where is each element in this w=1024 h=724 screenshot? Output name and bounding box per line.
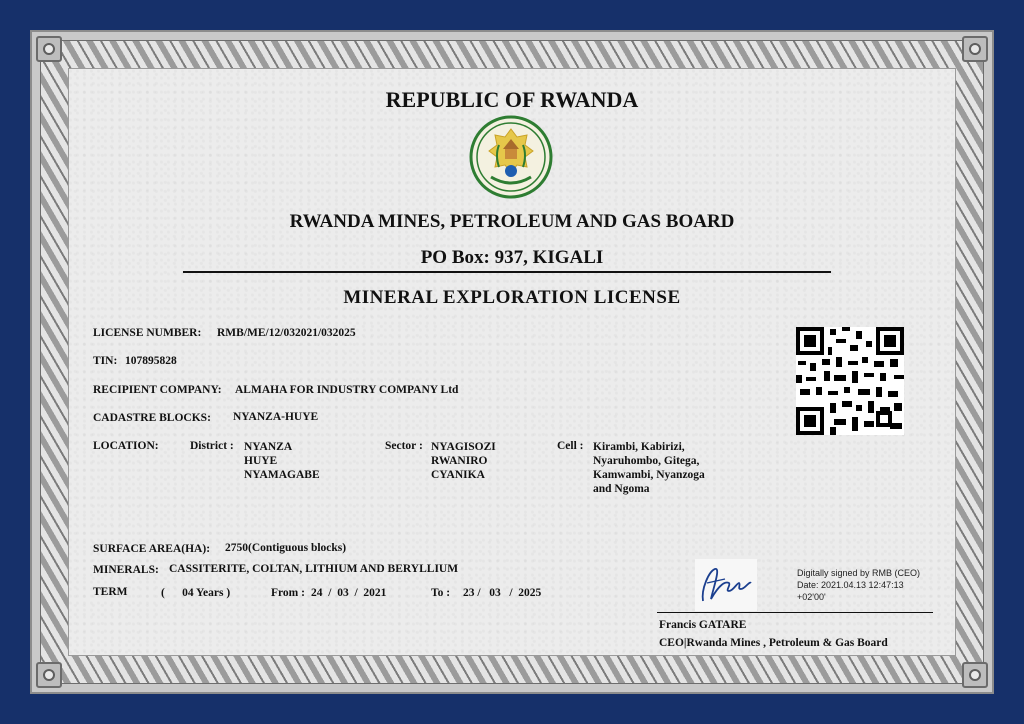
header-divider xyxy=(183,271,831,273)
recipient-value: ALMAHA FOR INDUSTRY COMPANY Ltd xyxy=(235,384,459,396)
border-corner-ornament xyxy=(962,662,988,688)
cell-label: Cell : xyxy=(557,440,584,452)
digital-signature-line: Digitally signed by RMB (CEO) xyxy=(797,568,921,578)
border-corner-ornament xyxy=(36,662,62,688)
district-name: HUYE xyxy=(244,455,278,467)
coat-of-arms-icon xyxy=(469,115,553,199)
republic-heading: REPUBLIC OF RWANDA xyxy=(385,87,639,112)
minerals-value: CASSITERITE, COLTAN, LITHIUM AND BERYLLIUM xyxy=(169,563,459,575)
term-duration: ( 04 Years ) xyxy=(161,587,231,599)
term-to-date: 23 / 03 / 2025 xyxy=(463,587,542,599)
term-from-date: 24 / 03 / 2021 xyxy=(311,587,387,599)
board-heading: RWANDA MINES, PETROLEUM AND GAS BOARD xyxy=(289,211,735,232)
sector-name: NYAGISOZI xyxy=(431,441,496,453)
cell-name: and Ngoma xyxy=(593,483,650,495)
cell-name: Nyaruhombo, Gitega, xyxy=(593,455,700,467)
surface-area-value: 2750(Contiguous blocks) xyxy=(225,542,347,554)
minerals-label: MINERALS: xyxy=(93,564,159,576)
license-number-label: LICENSE NUMBER: xyxy=(93,327,202,339)
signature-line xyxy=(657,612,933,613)
location-label: LOCATION: xyxy=(93,440,159,452)
license-number-value: RMB/ME/12/032021/032025 xyxy=(217,327,356,339)
term-from-label: From : xyxy=(271,587,305,599)
border-corner-ornament xyxy=(36,36,62,62)
border-corner-ornament xyxy=(962,36,988,62)
surface-area-label: SURFACE AREA(HA): xyxy=(93,543,211,555)
term-label: TERM xyxy=(93,586,128,598)
term-to-label: To : xyxy=(431,587,451,599)
district-name: NYANZA xyxy=(244,441,293,453)
digital-signature-offset: +02'00' xyxy=(797,592,826,602)
tin-label: TIN: xyxy=(93,355,118,367)
sector-label: Sector : xyxy=(385,440,423,452)
po-box: PO Box: 937, KIGALI xyxy=(420,247,604,268)
signatory-title: CEO|Rwanda Mines , Petroleum & Gas Board xyxy=(659,637,888,649)
certificate-paper xyxy=(68,68,956,656)
qr-code-icon xyxy=(796,327,904,435)
cell-name: Kamwambi, Nyanzoga xyxy=(593,469,705,481)
sector-name: RWANIRO xyxy=(431,455,488,467)
sector-name: CYANIKA xyxy=(431,469,485,481)
tin-value: 107895828 xyxy=(125,355,177,367)
cadastre-label: CADASTRE BLOCKS: xyxy=(93,412,211,424)
license-title: MINERAL EXPLORATION LICENSE xyxy=(343,287,681,308)
cell-name: Kirambi, Kabirizi, xyxy=(593,441,685,453)
signatory-name: Francis GATARE xyxy=(659,619,747,631)
district-label: District : xyxy=(190,440,234,452)
district-name: NYAMAGABE xyxy=(244,469,320,481)
recipient-label: RECIPIENT COMPANY: xyxy=(93,384,222,396)
handwritten-signature-icon xyxy=(695,559,757,611)
cadastre-value: NYANZA-HUYE xyxy=(233,411,319,423)
digital-signature-date: Date: 2021.04.13 12:47:13 xyxy=(797,580,904,590)
